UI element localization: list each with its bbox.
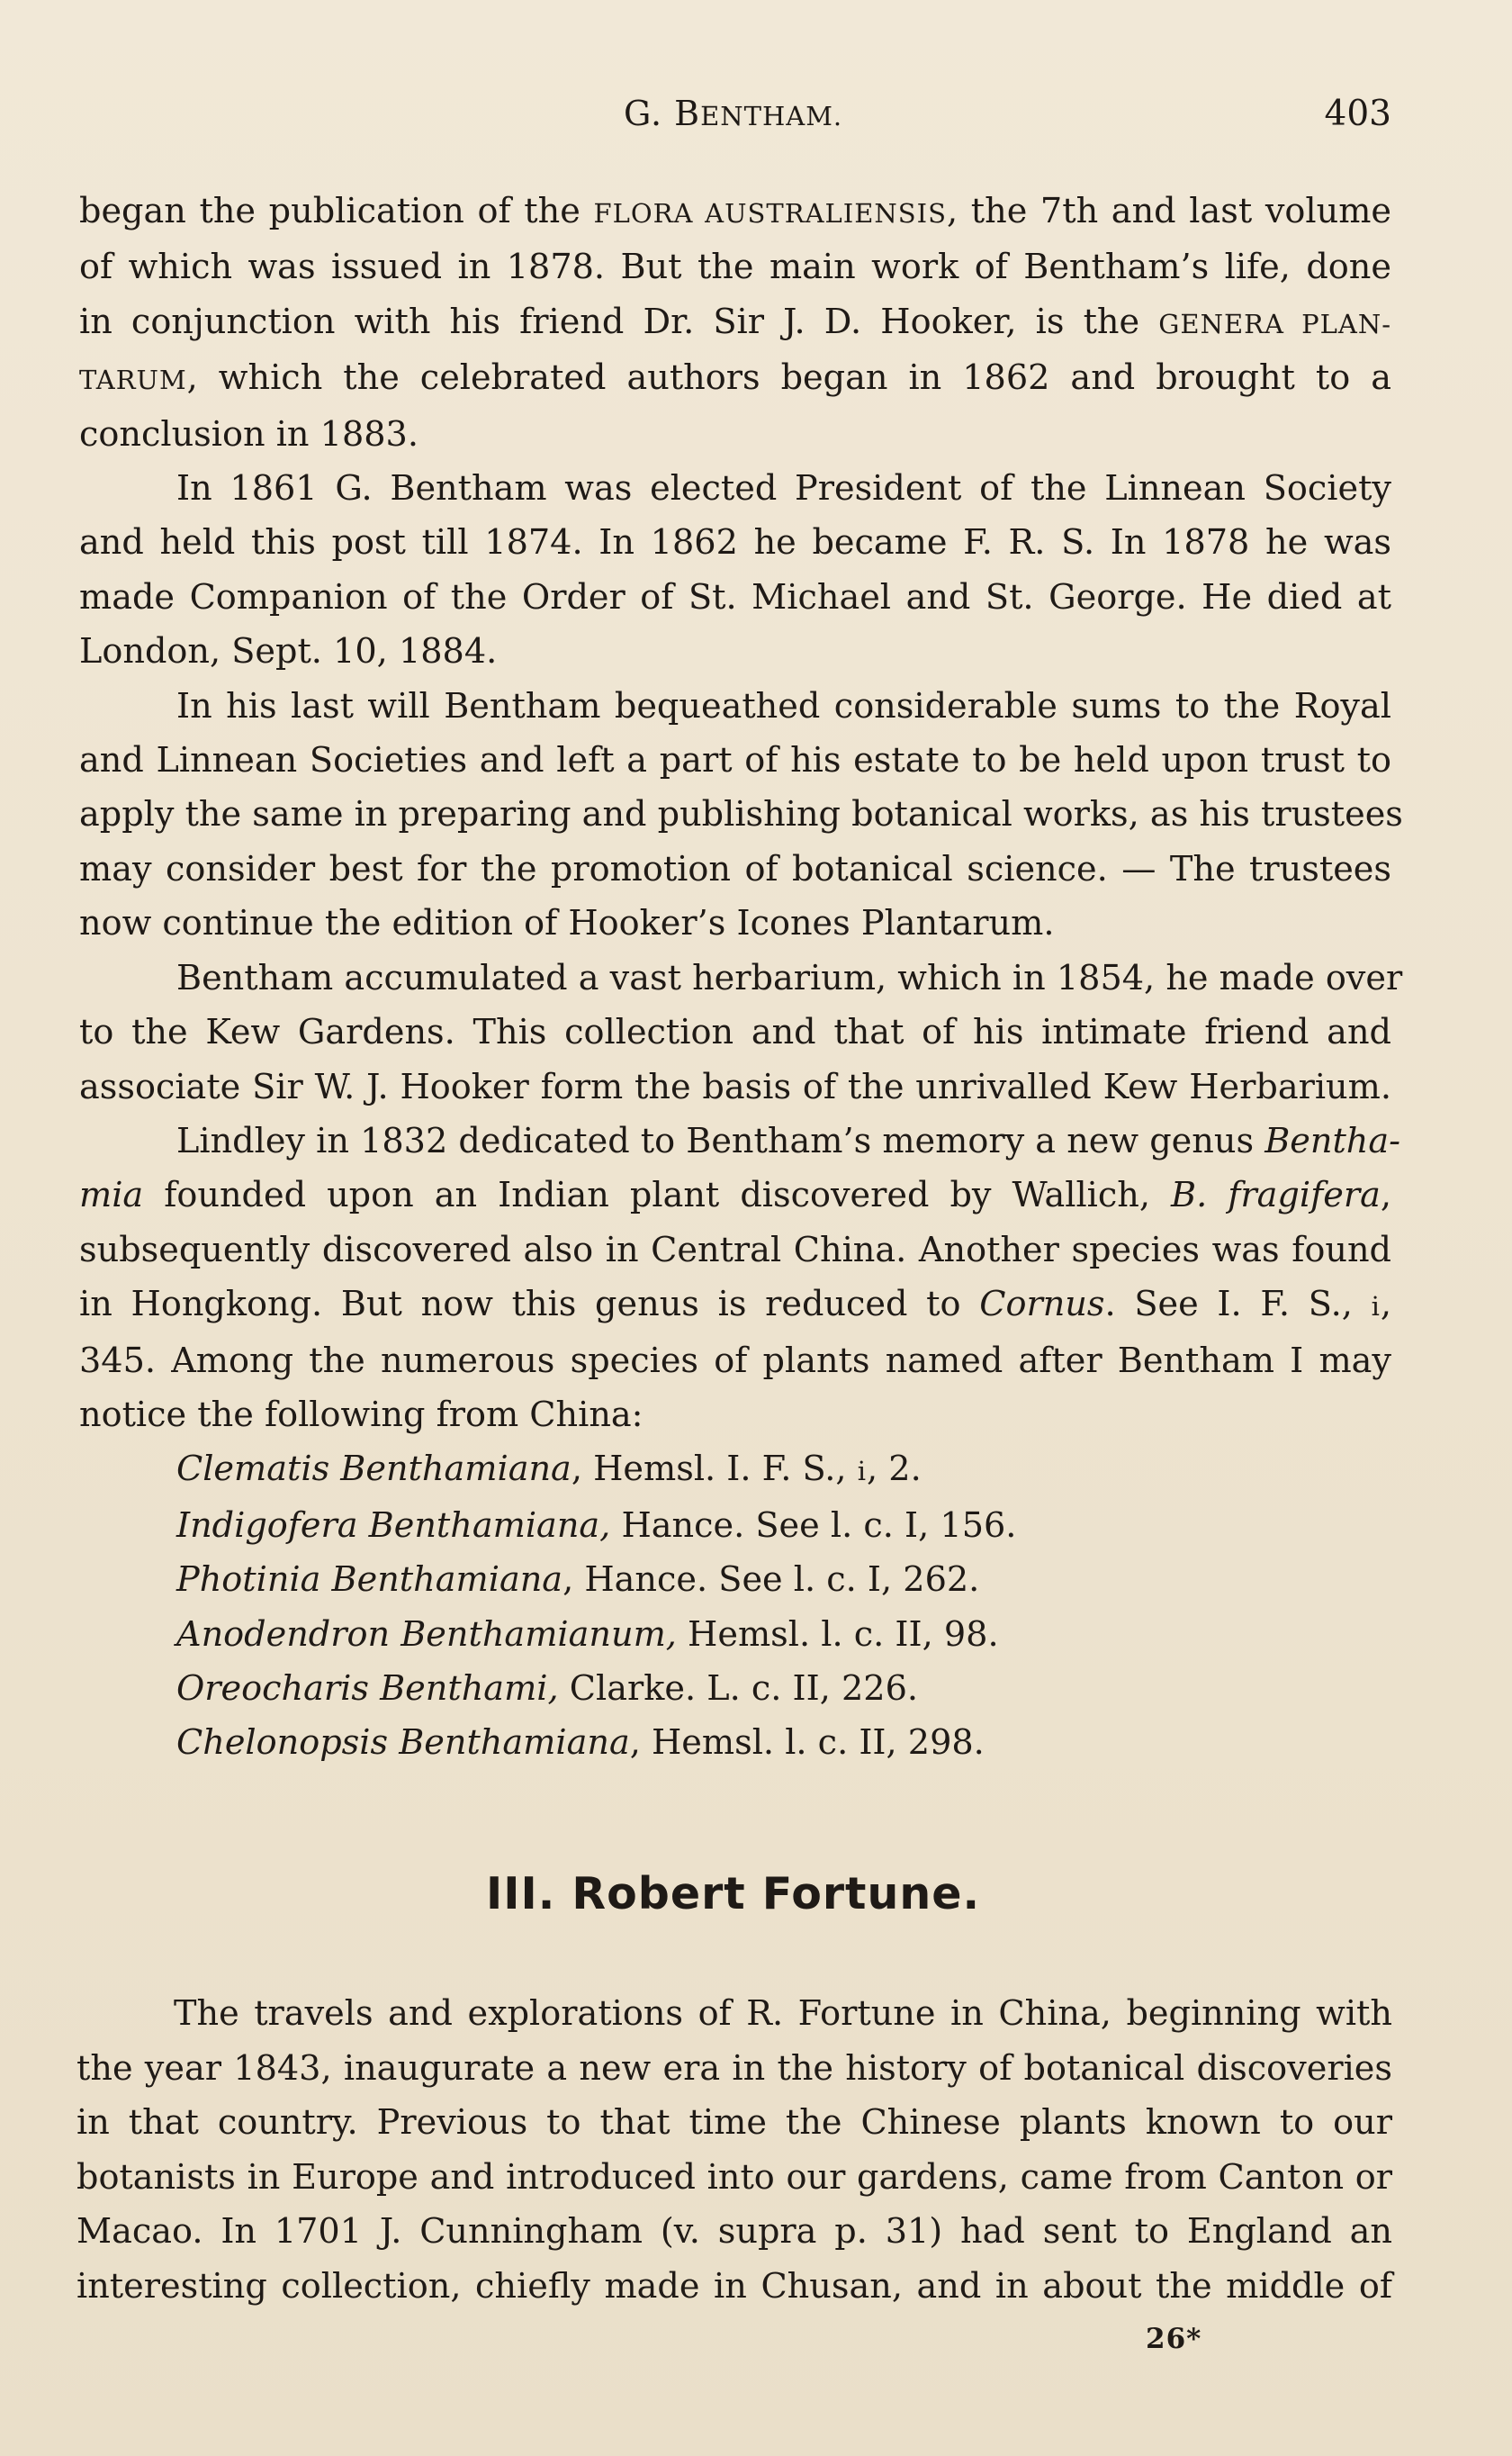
- text-run: in conjunction with his friend Dr. Sir J. D. Hooker, is the: [79, 302, 1159, 342]
- species-list-item: [176, 1662, 1391, 1716]
- text-line: [79, 1169, 1391, 1223]
- text-run: , the 7th and last volume: [946, 192, 1392, 231]
- text-line: subsequently discovered also in Central China. Another species was found: [79, 1230, 1391, 1270]
- species-list: [79, 1442, 1391, 1770]
- text-run: in Hongkong. But now this genus is reduced to: [79, 1285, 980, 1325]
- running-head-small-caps: ENTHAM.: [700, 101, 843, 131]
- text-line: and Linnean Societies and left a part of his estate to be held upon trust to: [79, 741, 1391, 781]
- text-line: now continue the edition of Hooker’s Icones Plantarum.: [79, 904, 1055, 944]
- text-line: [79, 1278, 1391, 1333]
- species-name: Oreocharis Benthami,: [176, 1668, 559, 1709]
- text-line: apply the same in preparing and publishing botanical works, as his trustees: [79, 795, 1403, 835]
- species-list-item: [176, 1499, 1391, 1553]
- text-line: associate Sir W. J. Hooker form the basis of the unrivalled Kew Herbarium.: [79, 1067, 1391, 1107]
- genera-plantarum-title-cont: TARUM: [79, 365, 187, 396]
- text-line: and held this post till 1874. In 1862 he became F. R. S. In 1878 he was: [79, 523, 1391, 564]
- text-line: [79, 295, 1391, 351]
- text-line: notice the following from China:: [79, 1395, 644, 1435]
- text-line: London, Sept. 10, 1884.: [79, 632, 498, 673]
- species-list-item: [176, 1608, 1391, 1662]
- running-head: [624, 94, 842, 133]
- paragraph-3: [79, 680, 1403, 952]
- text-run: founded upon an Indian plant discovered by Wallich,: [143, 1176, 1172, 1216]
- text-run: Hance. See l. c. I, 156.: [610, 1505, 1017, 1546]
- text-run: Lindley in 1832 dedicated to Bentham’s memory a new genus: [176, 1121, 1265, 1161]
- text-line: interesting collection, chiefly made in Chusan, and in about the middle of: [76, 2266, 1392, 2307]
- text-run: , Hemsl. l. c. II, 298.: [629, 1723, 985, 1764]
- body-text: [79, 185, 1403, 1771]
- species-name: Indigofera Benthamiana,: [176, 1505, 611, 1546]
- section-body-text: [76, 1987, 1392, 2315]
- text-run: , Hemsl. I. F. S.,: [571, 1449, 858, 1490]
- text-line: in that country. Previous to that time the Chinese plants known to our: [76, 2103, 1392, 2144]
- text-line: the year 1843, inaugurate a new era in the history of botanical discoveries: [76, 2048, 1392, 2089]
- paragraph-5: [79, 1115, 1401, 1442]
- text-run: . See I. F. S.,: [1104, 1285, 1372, 1325]
- volume-numeral: i: [857, 1456, 867, 1487]
- text-line: [79, 1115, 1401, 1169]
- text-line: Bentham accumulated a vast herbarium, which in 1854, he made over: [176, 958, 1403, 998]
- flora-australiensis-title: FLORA AUSTRALIENSIS: [593, 198, 947, 229]
- text-line: may consider best for the promotion of botanical science. — The trustees: [79, 849, 1391, 889]
- running-head-prefix: G. B: [624, 94, 701, 133]
- genus-name-cont: mia: [79, 1176, 144, 1216]
- paragraph-1: [79, 185, 1391, 462]
- species-list-item: [176, 1716, 1391, 1770]
- page-number: 403: [1324, 94, 1391, 134]
- text-line: 345. Among the numerous species of plants named after Bentham I may: [79, 1341, 1391, 1381]
- text-line: to the Kew Gardens. This collection and that of his intimate friend and: [79, 1013, 1391, 1053]
- genus-name: Cornus: [979, 1285, 1105, 1325]
- text-line: of which was issued in 1878. But the main work of Bentham’s life, done: [79, 248, 1391, 288]
- text-run: Clarke. L. c. II, 226.: [558, 1668, 919, 1709]
- text-run: began the publication of the: [79, 192, 594, 231]
- text-run: ,: [1380, 1176, 1391, 1216]
- text-run: Hemsl. l. c. II, 98.: [676, 1614, 999, 1655]
- text-run: , Hance. See l. c. I, 262.: [562, 1560, 980, 1601]
- genera-plantarum-title: GENERA PLAN-: [1158, 308, 1392, 339]
- text-run: ,: [1380, 1285, 1391, 1325]
- genus-name: Bentha-: [1264, 1121, 1401, 1161]
- text-line: [79, 185, 1391, 240]
- text-line: made Companion of the Order of St. Michael and St. George. He died at: [79, 577, 1391, 618]
- page-header: [79, 94, 1391, 144]
- text-line: In 1861 G. Bentham was elected President of the Linnean Society: [176, 469, 1391, 510]
- species-name: Clematis Benthamiana: [176, 1449, 572, 1490]
- text-line: conclusion in 1883.: [79, 414, 418, 455]
- species-name: Anodendron Benthamianum,: [176, 1614, 677, 1655]
- text-run: , which the celebrated authors began in 1862 and brought to a: [186, 358, 1391, 399]
- volume-numeral: i: [1371, 1291, 1381, 1323]
- text-line: [79, 351, 1391, 407]
- species-name: B. fragifera: [1171, 1176, 1381, 1216]
- text-line: botanists in Europe and introduced into our gardens, came from Canton or: [76, 2157, 1392, 2198]
- paragraph-2: [79, 462, 1391, 680]
- species-name: Chelonopsis Benthamiana: [176, 1723, 630, 1764]
- text-line: The travels and explorations of R. Fortune in China, beginning with: [174, 1994, 1392, 2034]
- paragraph-4: [79, 952, 1403, 1115]
- text-line: In his last will Bentham bequeathed considerable sums to the Royal: [176, 686, 1391, 727]
- species-name: Photinia Benthamiana: [176, 1560, 563, 1601]
- species-list-item: [176, 1442, 1391, 1498]
- section-heading: III. Robert Fortune.: [486, 1868, 981, 1919]
- signature-mark: 26*: [1146, 2323, 1202, 2355]
- text-run: , 2.: [867, 1449, 922, 1490]
- text-line: Macao. In 1701 J. Cunningham (v. supra p. 31) had sent to England an: [76, 2212, 1392, 2253]
- species-list-item: [176, 1553, 1391, 1607]
